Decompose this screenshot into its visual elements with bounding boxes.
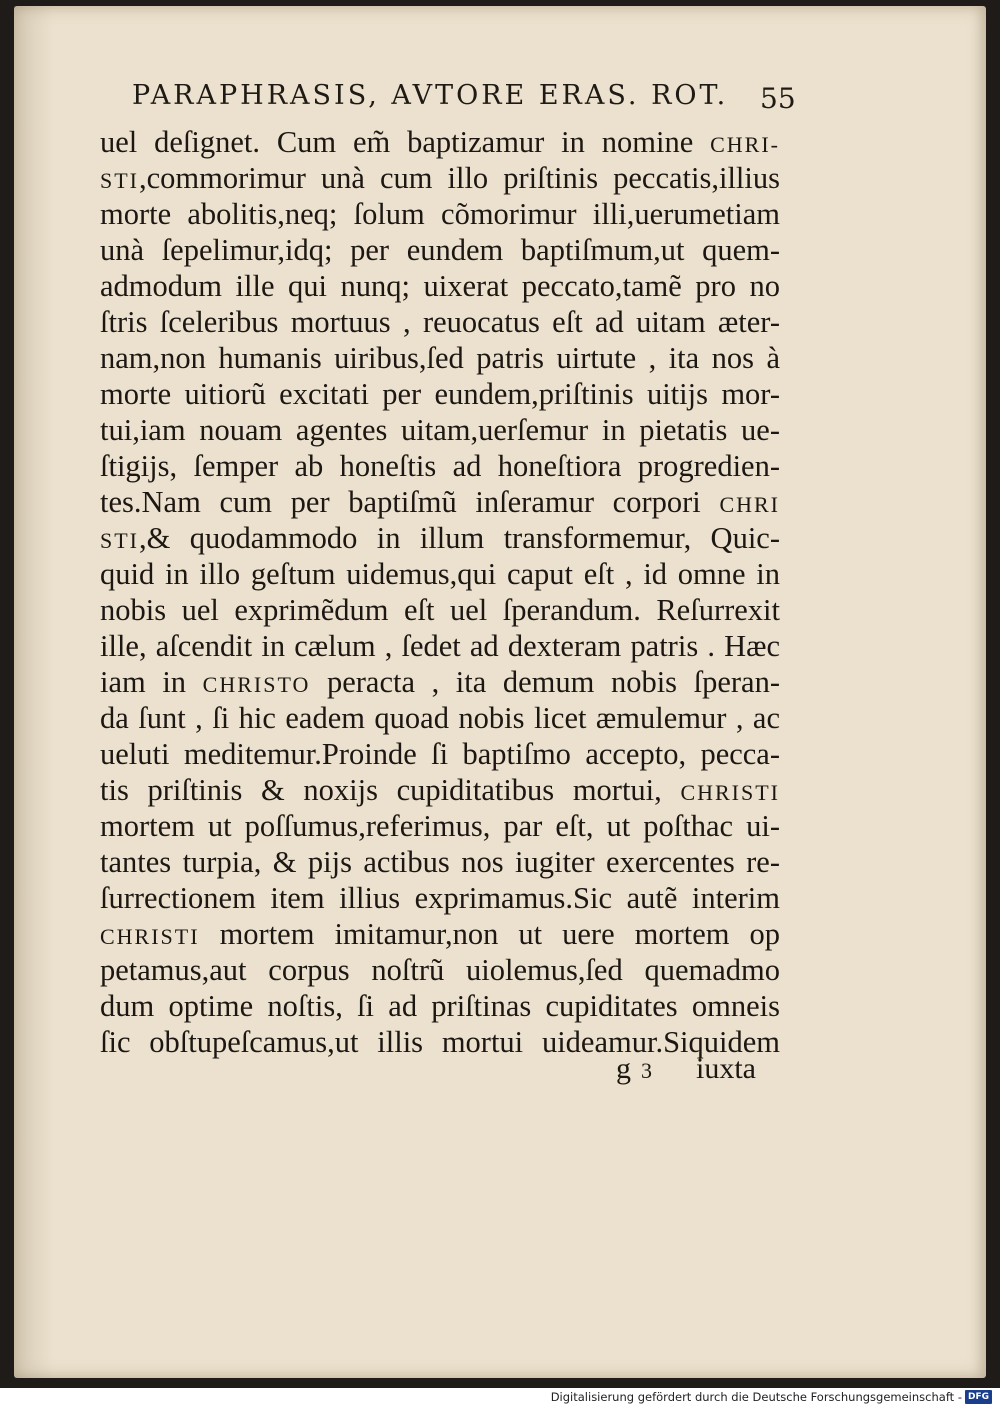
- body-text: [100, 124, 780, 1060]
- text-segment: morte uitiorũ excitati per eundem,priſtinis uitijs mor-: [100, 377, 780, 411]
- small-caps-name: CHRI: [719, 492, 780, 517]
- text-segment: mortem ut poſſumus,referimus, par eſt, ut poſthac ui-: [100, 809, 780, 843]
- text-line: [100, 952, 780, 988]
- text-line: [100, 916, 780, 952]
- text-segment: ueluti meditemur.Proinde ſi baptiſmo accepto, pecca-: [100, 737, 780, 771]
- text-line: [100, 700, 780, 736]
- gutter-shadow: [14, 6, 54, 1378]
- text-line: [100, 160, 780, 196]
- small-caps-name: STI: [100, 528, 139, 553]
- text-segment: peracta , ita demum nobis ſperan-: [310, 665, 780, 699]
- text-line: [100, 304, 780, 340]
- signature-letter: g: [616, 1052, 631, 1085]
- text-segment: uel deſignet. Cum em̃ baptizamur in nomine: [100, 125, 711, 159]
- text-line: [100, 880, 780, 916]
- text-line: [100, 808, 780, 844]
- text-segment: nobis uel exprimẽdum eſt uel ſperandum. Reſurrexit: [100, 593, 780, 627]
- text-segment: admodum ille qui nunq; uixerat peccato,tamẽ pro no: [100, 269, 780, 303]
- small-caps-name: CHRI-: [710, 132, 780, 157]
- text-line: [100, 124, 780, 160]
- text-segment: da ſunt , ſi hic eadem quoad nobis licet æmulemur , ac: [100, 701, 780, 735]
- catchline: [100, 1052, 756, 1092]
- text-segment: tes.Nam cum per baptiſmũ inſeramur corpori: [100, 485, 720, 519]
- text-segment: tis priſtinis & noxijs cupiditatibus mortui,: [100, 773, 681, 807]
- signature-number: 3: [641, 1058, 652, 1083]
- text-line: [100, 628, 780, 664]
- text-line: [100, 376, 780, 412]
- small-caps-name: STI: [100, 168, 139, 193]
- text-segment: dum optime noſtis, ſi ad priſtinas cupiditates omneis: [100, 989, 780, 1023]
- text-line: [100, 988, 780, 1024]
- dfg-logo: DFG: [965, 1390, 992, 1404]
- text-line: [100, 484, 780, 520]
- text-line: [100, 520, 780, 556]
- credit-text: Digitalisierung gefördert durch die Deutsche Forschungsgemeinschaft -: [550, 1390, 962, 1404]
- text-segment: iam in: [100, 665, 203, 699]
- text-line: [100, 844, 780, 880]
- text-line: [100, 592, 780, 628]
- running-title: PARAPHRASIS, AVTORE ERAS. ROT.: [132, 80, 729, 111]
- text-line: [100, 412, 780, 448]
- text-line: [100, 664, 780, 700]
- text-line: [100, 448, 780, 484]
- text-segment: tantes turpia, & pijs actibus nos iugiter exercentes re-: [100, 845, 780, 879]
- text-segment: nam,non humanis uiribus,ſed patris uirtute , ita nos à: [100, 341, 780, 375]
- text-segment: ſtigijs, ſemper ab honeſtis ad honeſtiora progredien-: [100, 449, 780, 483]
- text-segment: morte abolitis,neq; ſolum cõmorimur illi,uerumetiam: [100, 197, 780, 231]
- text-line: [100, 556, 780, 592]
- page-number: 55: [760, 82, 796, 115]
- text-segment: mortem imitamur,non ut uere mortem op: [199, 917, 780, 951]
- text-segment: ſtris ſceleribus mortuus , reuocatus eſt ad uitam æter-: [100, 305, 780, 339]
- text-segment: ,commorimur unà cum illo priſtinis peccatis,illius: [139, 161, 780, 195]
- text-segment: unà ſepelimur,idq; per eundem baptiſmum,ut quem-: [100, 233, 780, 267]
- small-caps-name: CHRISTI: [100, 924, 200, 949]
- text-segment: ille, aſcendit in cælum , ſedet ad dexteram patris . Hæc: [100, 629, 780, 663]
- digitization-credit: [551, 1390, 992, 1404]
- signature-mark: [616, 1052, 652, 1086]
- small-caps-name: CHRISTI: [680, 780, 780, 805]
- catchword: iuxta: [696, 1052, 756, 1085]
- text-segment: tui,iam nouam agentes uitam,uerſemur in pietatis ue-: [100, 413, 780, 447]
- text-segment: quid in illo geſtum uidemus,qui caput eſt , id omne in: [100, 557, 780, 591]
- text-line: [100, 196, 780, 232]
- text-segment: ſurrectionem item illius exprimamus.Sic autẽ interim: [100, 881, 780, 915]
- small-caps-name: CHRISTO: [202, 672, 311, 697]
- text-line: [100, 736, 780, 772]
- text-line: [100, 268, 780, 304]
- text-line: [100, 340, 780, 376]
- text-line: [100, 232, 780, 268]
- text-segment: ſic obſtupeſcamus,ut illis mortui uideamur.Siquidem: [100, 1025, 780, 1059]
- text-line: [100, 772, 780, 808]
- text-segment: ,& quodammodo in illum transformemur, Quic-: [139, 521, 780, 555]
- text-segment: petamus,aut corpus noſtrũ uiolemus,ſed quemadmo: [100, 953, 780, 987]
